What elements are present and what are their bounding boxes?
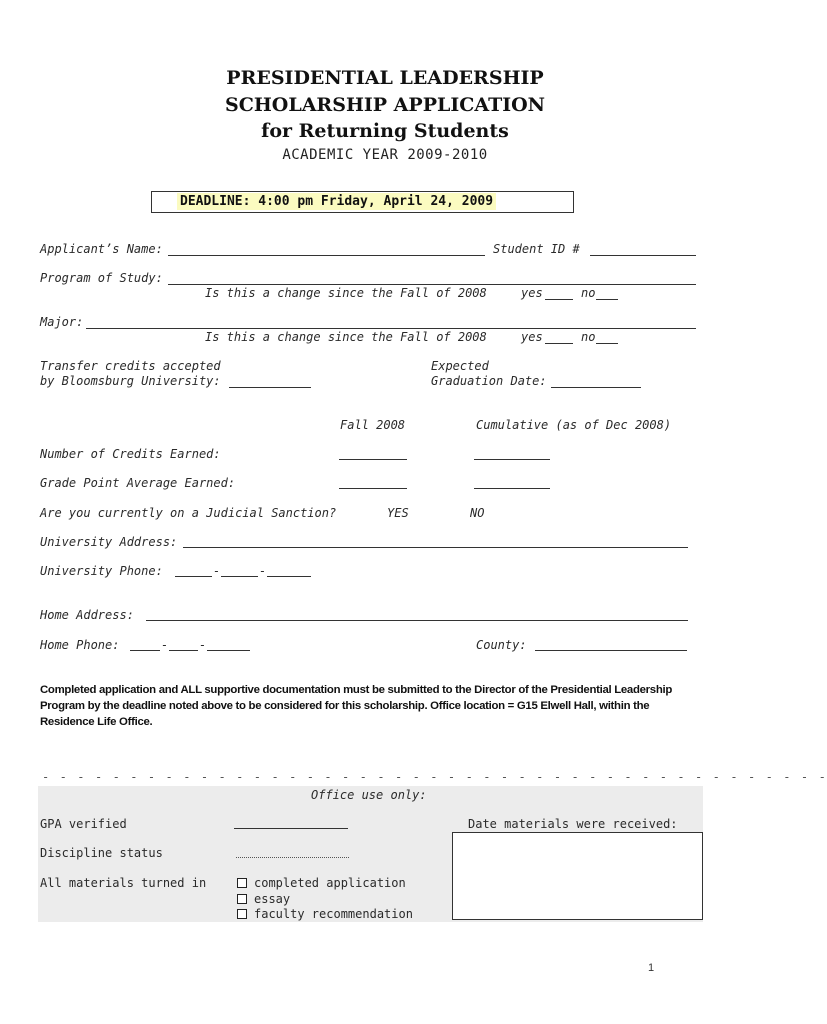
program-yes-label: yes [521, 286, 543, 300]
checkbox-icon[interactable] [237, 909, 247, 919]
transfer-label-line2: by Bloomsburg University: [40, 374, 221, 388]
credits-fall-field[interactable] [339, 459, 407, 460]
student-id-field[interactable] [590, 255, 696, 256]
gpa-cumulative-field[interactable] [474, 488, 550, 489]
gpa-fall-field[interactable] [339, 488, 407, 489]
submission-instructions: Completed application and ALL supportive documentation must be submitted to the Director of the Presidential Leadership Program by the deadline noted above to be considered for this scholarship. Office location = G15 Elwell Hall, within the Residence Life Office. [40, 684, 672, 728]
gpa-label: Grade Point Average Earned: [40, 476, 236, 490]
expected-label-line1: Expected [431, 359, 489, 373]
major-no-field[interactable] [596, 343, 618, 344]
home-phone-area[interactable] [130, 650, 160, 651]
program-field[interactable] [168, 284, 696, 285]
checklist-item-recommendation[interactable] [237, 907, 413, 921]
university-phone-line[interactable] [267, 576, 311, 577]
page-number: 1 [648, 962, 655, 974]
credits-label: Number of Credits Earned: [40, 447, 221, 461]
gpa-verified-field[interactable] [234, 828, 348, 829]
checklist-item-application[interactable] [237, 876, 406, 890]
home-address-label: Home Address: [40, 608, 134, 622]
home-address-field[interactable] [146, 620, 688, 621]
discipline-status-label: Discipline status [40, 846, 163, 860]
program-change-question: Is this a change since the Fall of 2008 [205, 286, 487, 300]
major-label: Major: [40, 315, 84, 329]
judicial-no-option[interactable]: NO [470, 506, 485, 520]
university-address-label: University Address: [40, 535, 178, 549]
fall-header: Fall 2008 [340, 418, 406, 432]
credits-cumulative-field[interactable] [474, 459, 550, 460]
checklist-item-label: completed application [254, 876, 406, 890]
date-received-box[interactable] [452, 832, 703, 920]
home-phone-line[interactable] [207, 650, 250, 651]
student-id-label: Student ID # [493, 242, 580, 256]
title-line-1: PRESIDENTIAL LEADERSHIP [226, 67, 544, 89]
title-line-3: for Returning Students [261, 120, 509, 142]
deadline-text: DEADLINE: 4:00 pm Friday, April 24, 2009 [177, 193, 496, 210]
program-yes-field[interactable] [545, 299, 573, 300]
checkbox-icon[interactable] [237, 894, 247, 904]
deadline-box [151, 191, 574, 213]
home-phone-dash-1: - [161, 638, 169, 652]
title-line-2: SCHOLARSHIP APPLICATION [224, 94, 546, 116]
transfer-credits-field[interactable] [229, 387, 311, 388]
major-change-question: Is this a change since the Fall of 2008 [205, 330, 487, 344]
major-no-label: no [581, 330, 596, 344]
judicial-label: Are you currently on a Judicial Sanction? [40, 506, 337, 520]
program-label: Program of Study: [40, 271, 163, 285]
home-phone-dash-2: - [199, 638, 207, 652]
office-use-title: Office use only: [311, 788, 427, 802]
cut-line: - - - - - - - - - - - - - - - - - - - - - - - - - - - - - - - - - - - - - - - - - - - - - [42, 770, 827, 784]
university-phone-area[interactable] [175, 576, 212, 577]
checkbox-icon[interactable] [237, 878, 247, 888]
expected-label-line2: Graduation Date: [431, 374, 547, 388]
graduation-date-field[interactable] [551, 387, 641, 388]
date-received-label: Date materials were received: [468, 817, 678, 831]
all-materials-label: All materials turned in [40, 876, 207, 890]
discipline-status-field[interactable] [236, 857, 349, 858]
home-phone-label: Home Phone: [40, 638, 120, 652]
cumulative-header: Cumulative (as of Dec 2008) [476, 418, 672, 432]
university-address-field[interactable] [183, 547, 688, 548]
university-phone-label: University Phone: [40, 564, 163, 578]
gpa-verified-label: GPA verified [40, 817, 127, 831]
applicant-name-field[interactable] [168, 255, 485, 256]
county-field[interactable] [535, 650, 687, 651]
university-phone-dash-2: - [259, 564, 267, 578]
applicant-name-label: Applicant’s Name: [40, 242, 163, 256]
university-phone-prefix[interactable] [221, 576, 258, 577]
university-phone-dash-1: - [213, 564, 221, 578]
program-no-label: no [581, 286, 596, 300]
checklist-item-label: faculty recommendation [254, 907, 413, 921]
judicial-yes-option[interactable]: YES [387, 506, 409, 520]
program-no-field[interactable] [596, 299, 618, 300]
county-label: County: [476, 638, 527, 652]
home-phone-prefix[interactable] [169, 650, 198, 651]
major-field[interactable] [86, 328, 696, 329]
major-yes-label: yes [521, 330, 543, 344]
transfer-label-line1: Transfer credits accepted [40, 359, 221, 373]
academic-year: ACADEMIC YEAR 2009-2010 [282, 147, 488, 163]
major-yes-field[interactable] [545, 343, 573, 344]
checklist-item-label: essay [254, 892, 291, 906]
checklist-item-essay[interactable] [237, 892, 290, 906]
